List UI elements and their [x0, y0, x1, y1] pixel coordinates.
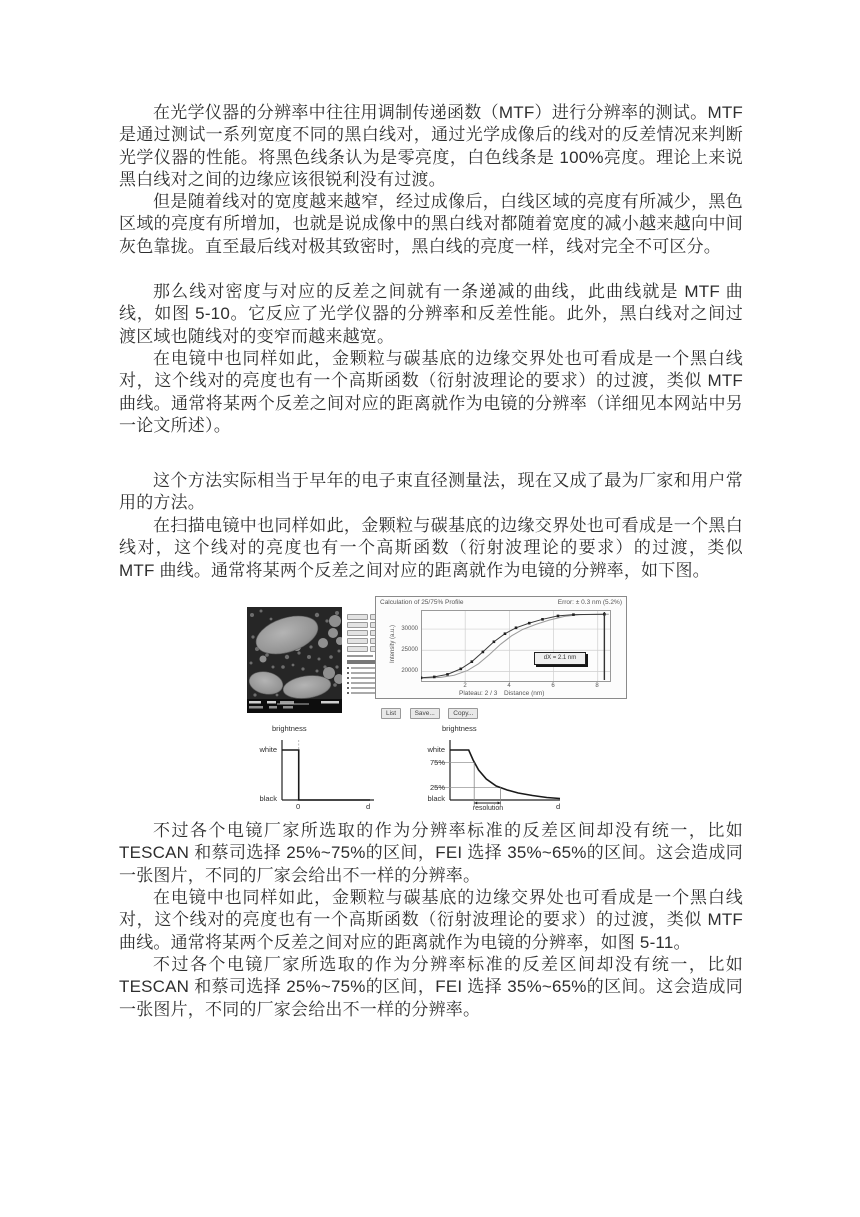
- paragraph: 这个方法实际相当于早年的电子束直径测量法，现在又成了最为厂家和用户常用的方法。: [119, 471, 743, 513]
- real-edge-diagram: [408, 722, 580, 814]
- resolution-label: resolution: [472, 805, 504, 812]
- ideal-edge-diagram: [250, 722, 382, 814]
- list-button: List: [381, 708, 401, 719]
- x-axis-label: Distance (nm): [504, 690, 545, 697]
- paragraph: 在光学仪器的分辨率中往往用调制传递函数（MTF）进行分辨率的测试。MTF 是通过测试一系列宽度不同的黑白线对，通过光学成像后的线对的反差情况来判断光学仪器的性能。将黑色线条认为是零亮度，白色线条是 100%亮度。理论上来说黑白线对之间的边缘应该很锐利没有过渡。: [119, 103, 743, 190]
- sem-status-bar: [247, 699, 342, 713]
- y-tick: 20000: [401, 668, 418, 674]
- y-tick: 30000: [401, 626, 418, 632]
- x-tick: 8: [595, 683, 599, 689]
- x-tick: 4: [507, 683, 511, 689]
- paragraph: 在电镜中也同样如此，金颗粒与碳基底的边缘交界处也可看成是一个黑白线对，这个线对的亮度也有一个高斯函数（衍射波理论的要求）的过渡，类似 MTF 曲线。通常将某两个反差之间对应的距离就作为电镜的分辨率（详细见本网站中另一论文所述）。: [119, 349, 743, 436]
- paragraph: 但是随着线对的宽度越来越窄，经过成像后，白线区域的亮度有所减少，黑色区域的亮度有所增加，也就是说成像中的黑白线对都随着宽度的减小越来越向中间灰色靠拢。直至最后线对极其致密时，黑白线的亮度一样，线对完全不可区分。: [119, 192, 743, 256]
- chart-title: Calculation of 25/75% Profile: [380, 599, 464, 606]
- chart-error-label: Error: ± 0.3 nm (5.2%): [557, 599, 622, 606]
- sem-image: [247, 607, 342, 713]
- zero-label: 0: [296, 802, 301, 811]
- y-tick: 25000: [401, 647, 418, 653]
- paragraph: 不过各个电镜厂家所选取的作为分辨率标准的反差区间却没有统一，比如 TESCAN 和蔡司选择 25%~75%的区间，FEI 选择 35%~65%的区间。这会造成同一张图片，不同的厂家会给出不一样的分辨率。: [119, 955, 743, 1019]
- panel-button: [347, 638, 368, 644]
- figure-brightness-profiles: [250, 722, 590, 816]
- brightness-label: brightness: [272, 724, 307, 733]
- copy-button: Copy...: [448, 708, 478, 719]
- white-label: white: [259, 745, 277, 754]
- paragraph: 那么线对密度与对应的反差之间就有一条递减的曲线，此曲线就是 MTF 曲线，如图 5-10。它反应了光学仪器的分辨率和反差性能。此外，黑白线对之间过渡区域也随线对的变窄而越来越宽。: [119, 282, 743, 346]
- y-axis-label: Intensity (a.u.): [390, 625, 396, 664]
- pct75-label: 75%: [429, 758, 445, 767]
- x-tick: 6: [551, 683, 555, 689]
- profile-plot: [421, 610, 611, 682]
- plateau-label: Plateau: 2 / 3: [459, 690, 498, 697]
- paragraph: 不过各个电镜厂家所选取的作为分辨率标准的反差区间却没有统一，比如 TESCAN 和蔡司选择 25%~75%的区间，FEI 选择 35%~65%的区间。这会造成同一张图片，不同的厂家会给出不一样的分辨率。: [119, 821, 743, 885]
- pct25-label: 25%: [429, 783, 445, 792]
- dx-annotation: dX = 2.1 nm: [534, 652, 586, 665]
- panel-button: [347, 646, 368, 652]
- profile-plot-area: [421, 610, 611, 682]
- black-label: black: [259, 794, 277, 803]
- save-button: Save...: [410, 708, 440, 719]
- black-label: black: [427, 794, 445, 803]
- white-label: white: [427, 745, 445, 754]
- paragraph: 在扫描电镜中也同样如此，金颗粒与碳基底的边缘交界处也可看成是一个黑白线对，这个线对的亮度也有一个高斯函数（衍射波理论的要求）的过渡，类似 MTF 曲线。通常将某两个反差之间对应的距离就作为电镜的分辨率，如下图。: [119, 516, 743, 580]
- paragraph: 在电镜中也同样如此，金颗粒与碳基底的边缘交界处也可看成是一个黑白线对，这个线对的亮度也有一个高斯函数（衍射波理论的要求）的过渡，类似 MTF 曲线。通常将某两个反差之间对应的距离就作为电镜的分辨率，如图 5-11。: [119, 888, 743, 952]
- d-label: d: [366, 802, 371, 811]
- brightness-label: brightness: [442, 724, 477, 733]
- d-label: d: [556, 802, 561, 811]
- panel-value-text: [347, 655, 373, 657]
- profile-chart-window: [375, 596, 627, 699]
- chart-button-row: [381, 702, 482, 720]
- panel-button: [347, 622, 368, 628]
- x-tick: 2: [463, 683, 467, 689]
- figure-sem-software: [247, 590, 629, 722]
- panel-button: [347, 614, 368, 620]
- panel-button: [347, 630, 368, 636]
